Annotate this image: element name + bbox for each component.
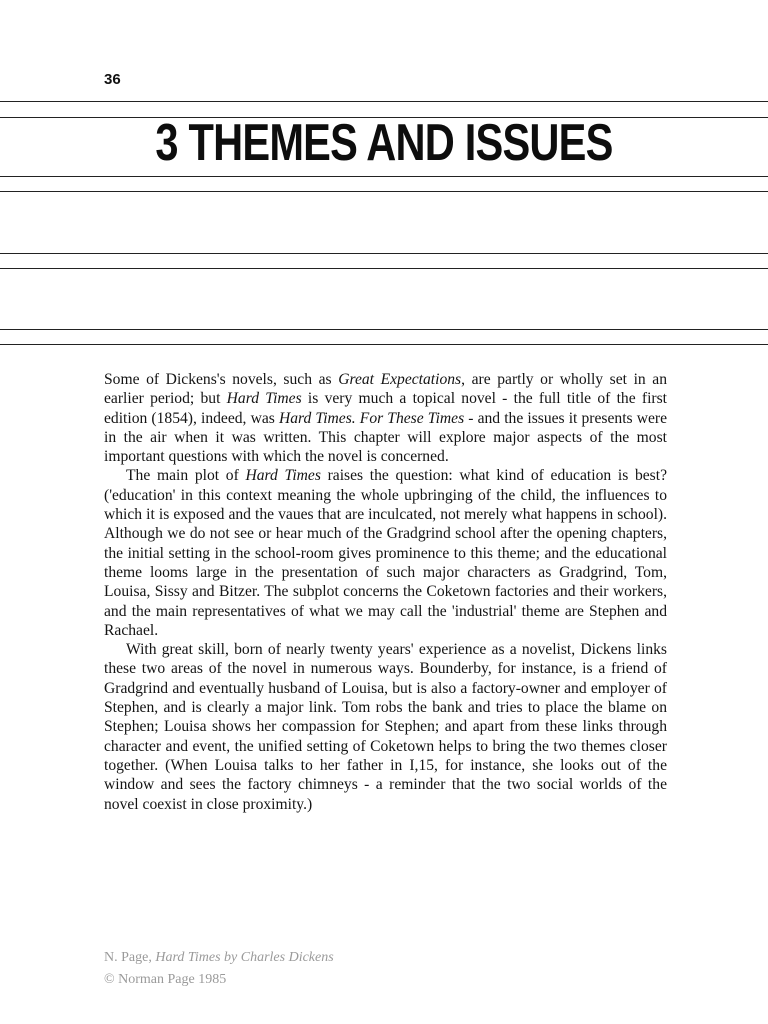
footer-author: N. Page, [104,950,156,965]
paragraph-3: With great skill, born of nearly twenty years' experience as a novelist, Dickens links these two areas of the novel in numerous ways. Bounderby, for instance, is a friend of Gradgrind and eventually husband of Louisa, but is also a factory-owner and employer of Stephen, and is clearly a major link. Tom robs the bank and tries to place the blame on Stephen; Louisa shows her compassion for Stephen; and apart from these links through character and event, the unified setting of Coketown helps to bring the two themes closer together. (When Louisa talks to her father in I,15, for instance, she looks out of the window and sees the factory chimneys - a reminder that the two social worlds of the novel coexist in close proximity.) [104,641,667,813]
p2-title-1: Hard Times [245,467,321,485]
p1-text-3: is very much a topical novel - the full title of the first edition (1854), indeed, was [104,390,668,427]
p1-text-4: - and the issues it presents were in the air when it was written. This chapter will explore major aspects of the most important questions with which the novel is concerned. [104,409,667,466]
footer-citation [104,947,334,969]
rule-1 [0,101,768,102]
rule-7 [0,329,768,330]
rule-5 [0,253,768,254]
footer-book-title: Hard Times by Charles Dickens [155,950,334,965]
page-number: 36 [104,71,121,88]
rule-4 [0,191,768,192]
p2-text-2: raises the question: what kind of education is best? ('education' in this context meaning the whole upbringing of the child, the influences to which it is exposed and the vaues that are inculcated, not merely what happens in school). Although we do not see or hear much of the Gradgrind school after the opening chapters, the initial setting in the school-room gives prominence to this theme; and the educational theme looms large in the presentation of such major characters as Gradgrind, Tom, Louisa, Sissy and Bitzer. The subplot concerns the Coketown factories and their workers, and the main representatives of what we may call the 'industrial' theme are Stephen and Rachael. [104,467,667,639]
p1-text-2: , are partly or wholly set in an earlier period; but [104,371,668,408]
p1-title-3: Hard Times. For These Times [278,409,465,427]
p1-text-1: Some of Dickens's novels, such as [104,371,339,388]
rule-8 [0,344,768,345]
rule-6 [0,268,768,269]
p2-text-1: The main plot of [126,467,246,485]
footer-copyright: © Norman Page 1985 [104,972,227,987]
paragraph-2 [104,466,667,640]
p1-title-2: Hard Times [226,390,302,408]
chapter-title: 3 THEMES AND ISSUES [155,114,613,172]
rule-3 [0,176,768,177]
paragraph-1 [104,370,667,466]
p1-title-1: Great Expectations [338,371,462,388]
body-text [104,370,667,814]
footer [104,947,334,991]
